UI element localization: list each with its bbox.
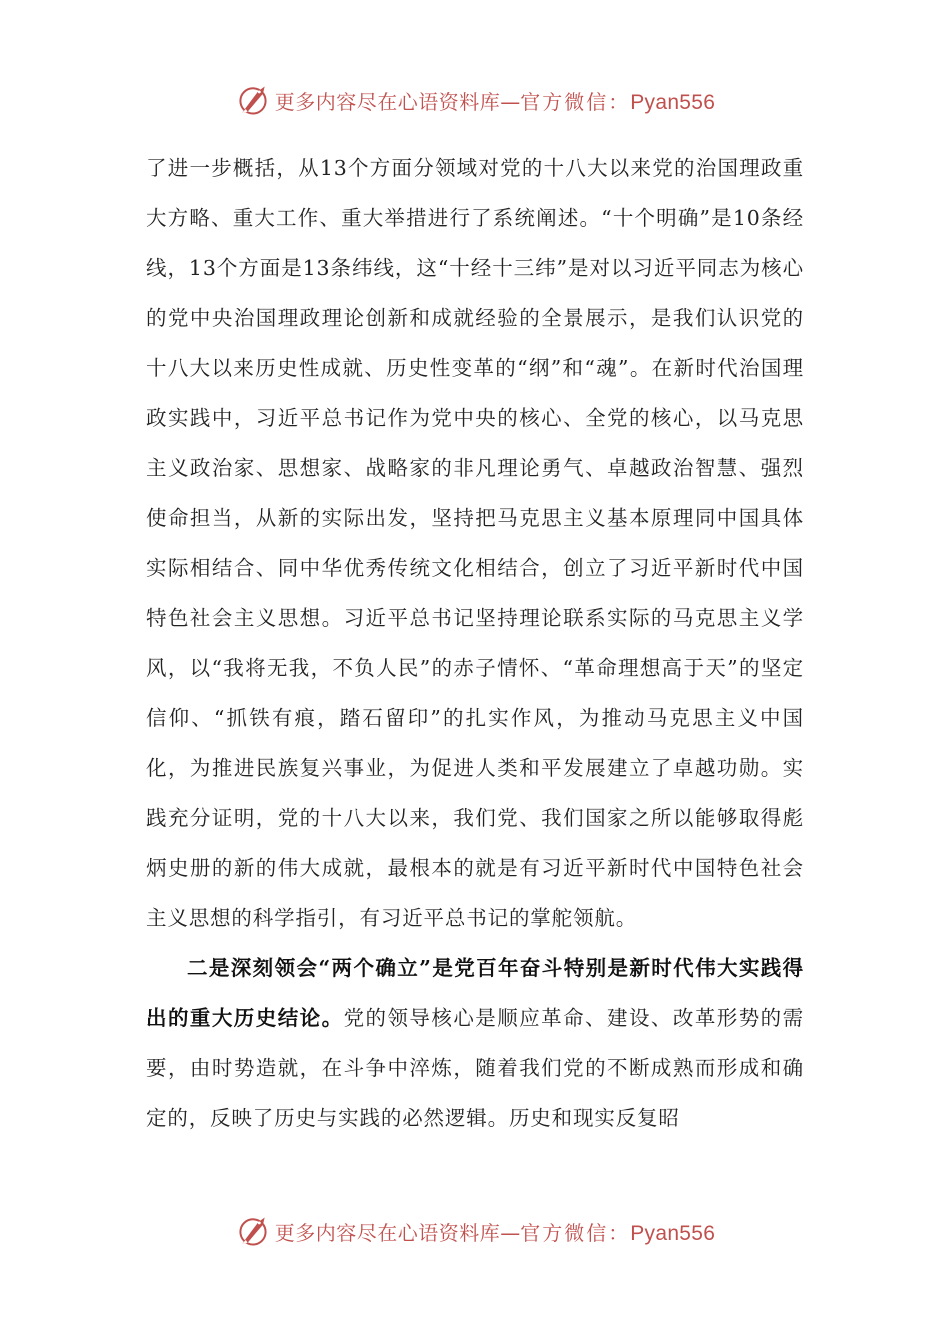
banner-wechat-id: Pyan556 xyxy=(630,1221,716,1245)
banner-dash: — xyxy=(500,89,521,114)
banner-wechat-label: 官方微信： xyxy=(520,89,631,114)
banner-dash: — xyxy=(500,1220,521,1245)
paragraph-continued: 了进一步概括，从13个方面分领域对党的十八大以来党的治国理政重大方略、重大工作、重大举措进行了系统阐述。“十个明确”是10条经线，13个方面是13条纬线，这“十经十三纬”是对以习近平同志为核心的党中央治国理政理论创新和成就经验的全景展示，是我们认识党的十八大以来历史性成就、历史性变革的“纲”和“魂”。在新时代治国理政实践中，习近平总书记作为党中央的核心、全党的核心，以马克思主义政治家、思想家、战略家的非凡理论勇气、卓越政治智慧、强烈使命担当，从新的实际出发，坚持把马克思主义基本原理同中国具体实际相结合、同中华优秀传统文化相结合，创立了习近平新时代中国特色社会主义思想。习近平总书记坚持理论联系实际的马克思主义学风，以“我将无我，不负人民”的赤子情怀、“革命理想高于天”的坚定信仰、“抓铁有痕，踏石留印”的扎实作风，为推动马克思主义中国化，为推进民族复兴事业，为促进人类和平发展建立了卓越功勋。实践充分证明，党的十八大以来，我们党、我们国家之所以能够取得彪炳史册的新的伟大成就，最根本的就是有习近平新时代中国特色社会主义思想的科学指引，有习近平总书记的掌舵领航。 xyxy=(146,156,804,930)
footer-banner xyxy=(0,1209,950,1253)
header-banner xyxy=(0,78,950,122)
section-heading-bold: 二是深刻领会“两个确立”是党百年奋斗特别是新时代伟大实践得出的重大历史结论。 xyxy=(146,956,804,1030)
banner-wechat-id: Pyan556 xyxy=(630,90,716,114)
pen-nib-circle-icon xyxy=(235,82,271,118)
document-body xyxy=(146,143,804,1143)
pen-nib-circle-icon xyxy=(235,1213,271,1249)
paragraph-section-two xyxy=(146,943,804,1143)
banner-wechat-label: 官方微信： xyxy=(520,1220,631,1245)
banner-main-text: 更多内容尽在心语资料库 xyxy=(274,89,501,114)
section-body-text: 党的领导核心是顺应革命、建设、改革形势的需要，由时势造就，在斗争中淬炼，随着我们党的不断成熟而形成和确定的，反映了历史与实践的必然逻辑。历史和现实反复昭 xyxy=(146,1006,804,1130)
banner-main-text: 更多内容尽在心语资料库 xyxy=(274,1220,501,1245)
